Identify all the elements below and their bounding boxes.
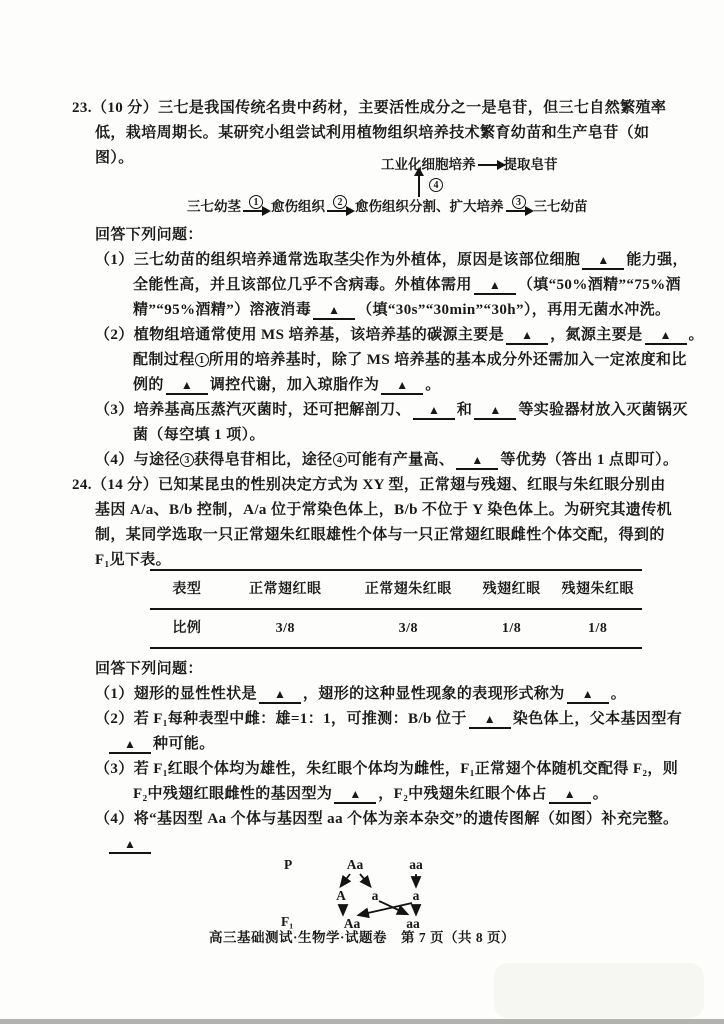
q23-item-3: [95, 398, 688, 448]
text-segment: 23.（10 分）三七是我国传统名贵中药材，主要活性成分之一是皂苷，但三七自然繁殖率: [72, 100, 667, 116]
text-line: [133, 782, 666, 807]
answer-blank: ▲: [549, 787, 591, 804]
table-cell-ratio-2: 3/8: [398, 621, 418, 636]
text-segment: （1）三七幼苗的组织培养通常选取茎尖作为外植体，原因是该部位细胞: [95, 252, 581, 268]
text-segment: （1）翅形的显性性状是: [95, 686, 257, 702]
text-line: [95, 498, 673, 523]
table-header-normal-red: 正常翅红眼: [249, 582, 322, 597]
text-line: [133, 423, 666, 448]
q24-item-4: [95, 807, 679, 857]
answer-blank: ▲: [109, 837, 151, 854]
scan-bottom-edge: [0, 1019, 724, 1024]
q23-item-4: [95, 448, 679, 473]
text-line: [72, 473, 666, 498]
page-footer: [0, 926, 724, 946]
text-segment: F₂中残翅红眼雌性的基因型为: [133, 786, 333, 802]
answer-blank: ▲: [381, 378, 423, 395]
q23-answer-prompt: 回答下列问题：: [95, 227, 203, 243]
text-segment: （3）若 F₁红眼个体均为雄性，朱红眼个体均为雌性，F₁正常翅个体随机交配得 F₂，则: [95, 761, 679, 777]
right-arrow-icon: [506, 210, 526, 212]
text-segment: 制，某同学选取一只正常翅朱红眼雄性个体与一只正常翅红眼雌性个体交配，得到的: [95, 527, 665, 543]
circled-number: 4: [333, 453, 347, 467]
answer-blank: ▲: [334, 787, 376, 804]
text-line: [95, 707, 683, 732]
table-cell-ratio-4: 1/8: [588, 621, 608, 636]
flowchart-main-row: [187, 197, 588, 217]
gamete-A: A: [336, 888, 346, 903]
text-segment: 菌（每空填 1 项）。: [133, 427, 265, 443]
text-segment: 等优势（答出 1 点即可）。: [500, 452, 679, 468]
text-segment: 配制过程: [133, 352, 195, 368]
table-cell-ratio-3: 1/8: [501, 621, 522, 636]
text-segment: 全能性高，并且该部位几乎不含病毒。外植体需用: [133, 277, 472, 293]
flowchart-step-2: [327, 195, 353, 212]
text-line: [95, 248, 688, 273]
text-line: [95, 323, 704, 348]
flowchart-node-divide-expand: 愈伤组织分割、扩大培养: [355, 199, 504, 214]
answer-blank: ▲: [166, 378, 208, 395]
q24-answer-prompt: 回答下列问题：: [95, 661, 203, 677]
answer-blank: ▲: [474, 278, 516, 295]
parent-genotype-Aa: Aa: [346, 857, 364, 872]
text-segment: 种可能。: [153, 736, 215, 752]
right-arrow-icon: [478, 164, 498, 166]
text-line: [107, 732, 666, 757]
table-header-vestigial-vermilion: 残翅朱红眼: [561, 582, 634, 597]
tissue-culture-flowchart: [185, 155, 605, 223]
answer-blank: ▲: [259, 687, 301, 704]
table-cell-ratio-1: 3/8: [275, 621, 295, 636]
gamete-a-mid: a: [371, 888, 379, 903]
right-arrow-icon: [327, 210, 347, 212]
text-segment: 等实验器材放入灭菌锅灭: [518, 402, 688, 418]
text-segment: ，F₂中残翅朱红眼个体占: [378, 786, 547, 802]
answer-blank: ▲: [413, 403, 455, 420]
right-arrow-icon: [243, 210, 263, 212]
text-line: [95, 448, 679, 473]
circled-number-3: 3: [512, 195, 526, 209]
text-segment: 所用的培养基时，除了 MS 培养基的基本成分外还需加入一定浓度和比: [208, 352, 687, 368]
offspring-genotype-Aa: Aa: [343, 916, 361, 931]
text-segment: （3）培养基高压蒸汽灭菌时，还可把解剖刀、: [95, 402, 411, 418]
f1-phenotype-table: [150, 569, 642, 649]
flowchart-node-extract-saponin: 提取皂苷: [503, 157, 558, 172]
answer-blank: ▲: [506, 328, 548, 345]
parent-genotype-aa: aa: [409, 857, 423, 872]
answer-blank: ▲: [474, 403, 516, 420]
text-line: [107, 832, 666, 857]
circled-number: 1: [195, 353, 209, 367]
circled-number: 3: [180, 453, 194, 467]
flowchart-step-3: [506, 195, 532, 212]
text-segment: 基因 A/a、B/b 控制，A/a 位于常染色体上，B/b 不位于 Y 染色体上。为研究其遗传机: [95, 502, 673, 518]
text-line: [133, 348, 687, 373]
q23-item-1: [95, 248, 688, 323]
text-segment: F₁见下表。: [95, 552, 172, 568]
flowchart-step-1: [243, 195, 269, 212]
table-header-normal-vermilion: 正常翅朱红眼: [364, 582, 452, 597]
text-line: [133, 273, 681, 298]
text-line: [95, 757, 679, 782]
text-segment: 染色体上，父本基因型有: [512, 711, 683, 727]
up-arrow-icon: [418, 175, 420, 197]
answer-blank: ▲: [582, 253, 624, 270]
text-line: [133, 373, 666, 398]
table-header-vestigial-red: 残翅红眼: [482, 582, 541, 597]
text-segment: 。: [610, 686, 627, 702]
p-generation-label: P: [284, 857, 293, 872]
text-line: [95, 807, 679, 832]
text-line: [95, 121, 666, 146]
text-segment: 和: [456, 402, 473, 418]
text-segment: （2）若 F₁每种表型中雌：雄=1：1，可推测：B/b 位于: [95, 711, 467, 727]
answer-blank: ▲: [109, 737, 151, 754]
q23-item-2: [95, 323, 704, 398]
table-cell-ratio-label: 比例: [172, 621, 202, 636]
circled-number-2: 2: [333, 195, 347, 209]
text-segment: 精”“95%酒精”）溶液消毒: [133, 302, 312, 318]
text-segment: 可能有产量高、: [346, 452, 455, 468]
flowchart-node-seedling: 三七幼苗: [533, 199, 588, 214]
table-row: [150, 609, 642, 648]
text-segment: 图）。: [95, 150, 134, 166]
table-header-row: [150, 570, 642, 609]
answer-blank: ▲: [313, 303, 355, 320]
footer-text: 高三基础测试·生物学·试题卷 第 7 页（共 8 页）: [208, 930, 515, 945]
gamete-a-right: a: [412, 888, 420, 903]
answer-blank: ▲: [456, 453, 498, 470]
text-segment: 。: [425, 377, 441, 393]
text-segment: （填“50%酒精”“75%酒: [517, 277, 681, 293]
text-segment: 例的: [133, 377, 164, 393]
text-line: [95, 523, 666, 548]
text-line: [95, 682, 666, 707]
q24-item-3: [95, 757, 679, 807]
text-segment: ，翅形的这种显性现象的表现形式称为: [302, 686, 565, 702]
text-segment: 能力强，: [626, 252, 688, 268]
flowchart-node-stem: 三七幼茎: [187, 199, 241, 214]
question-24-intro: [72, 473, 673, 573]
text-segment: （4）与途径: [95, 452, 180, 468]
circled-number-1: 1: [249, 195, 263, 209]
f1-generation-label: F₁: [281, 914, 294, 929]
circled-number-4: 4: [429, 178, 443, 192]
text-line: [95, 398, 688, 423]
answer-blank: ▲: [645, 328, 687, 345]
flowchart-node-callus: 愈伤组织: [271, 199, 325, 214]
answer-blank: ▲: [567, 687, 609, 704]
offspring-genotype-aa: aa: [406, 916, 420, 931]
text-segment: （4）将“基因型 Aa 个体与基因型 aa 个体为亲本杂交”的遗传图解（如图）补充完整。: [95, 811, 679, 827]
text-segment: 24.（14 分）已知某昆虫的性别决定方式为 XY 型，正常翅与残翅、红眼与朱红眼分别由: [72, 477, 666, 493]
q24-item-2: [95, 707, 683, 757]
flowchart-top-branch: [381, 155, 558, 175]
text-segment: 获得皂苷相比，途径: [193, 452, 333, 468]
text-segment: 。: [592, 786, 609, 802]
answer-blank: ▲: [469, 712, 511, 729]
flowchart-node-industrial-culture: 工业化细胞培养: [381, 157, 476, 172]
text-segment: 调控代谢，加入琼脂作为: [209, 377, 380, 393]
text-segment: 。: [688, 327, 704, 343]
text-segment: （2）植物组培通常使用 MS 培养基，该培养基的碳源主要是: [95, 327, 505, 343]
text-segment: 低，栽培周期长。某研究小组尝试利用植物组织培养技术繁育幼苗和生产皂苷（如: [95, 125, 650, 141]
table-header-phenotype: 表型: [172, 582, 202, 597]
scan-artifact: [494, 963, 704, 1018]
text-segment: ，氮源主要是: [550, 327, 643, 343]
q24-item-1: [95, 682, 666, 707]
text-segment: （填“30s”“30min”“30h”），再用无菌水冲洗。: [357, 302, 671, 318]
text-line: [72, 96, 666, 121]
text-line: [133, 298, 671, 323]
